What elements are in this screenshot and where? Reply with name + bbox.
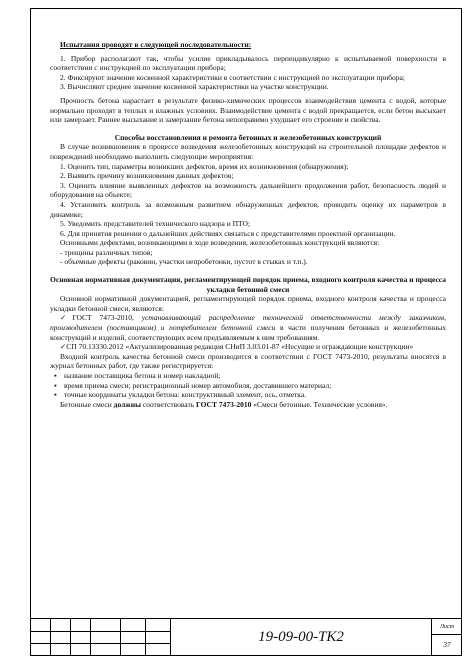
register-item-1: ▪ название поставщика бетона и номер накладной;: [50, 371, 446, 381]
sp-paragraph: ✓ СП 70.13330.2012 «Актуализированная редакция СНиП 3.03.01-87 «Несущие и ограждающие конструкции»: [50, 342, 446, 352]
strength-paragraph: Прочность бетона нарастает в результате физико-химических процессов взаимодействия цемента с водой, которые нормально проходят в теплых и влажных условиях. Взаимодействие цемента с водой прекращается, если бетон высыхает или замерзает. Раннее высыхание и замерзание бетона непоправимо ухудшает его строение и свойства.: [50, 95, 446, 125]
final-a: Бетонные смеси: [60, 399, 114, 409]
sheet-number: 37: [443, 641, 451, 649]
final-paragraph: [50, 400, 446, 410]
section3-heading: Основная нормативная документация, регламентирующей порядок приема, входного контроля качества и процесса укладки бетонной смеси: [50, 275, 446, 294]
measure-4: 4. Установить контроль за возможным развитием обнаруженных дефектов, проводить оценку их параметров в динамике;: [50, 199, 446, 219]
sheet-label: Лист: [432, 620, 462, 635]
measure-2: 2. Выявить причину возникновения данных дефектов;: [60, 171, 234, 181]
measure-5: 5. Уведомить представителей технического надзора и ПТО;: [60, 219, 250, 229]
defect-1: - трещины различных типов;: [60, 247, 153, 257]
step-2: 2. Фиксируют значение косвенной характеристики в соответствии с инструкцией по эксплуатации прибора;: [60, 72, 405, 82]
document-body: [50, 40, 446, 409]
title-block-grid: [30, 619, 170, 656]
final-e: «Смеси бетонные. Технические условия».: [251, 399, 388, 409]
gost-paragraph: [50, 313, 446, 342]
section2-intro: В случае возникновения в процессе возведения железобетонных конструкций на строительной площадке дефектов и повреждений необходимо выполнить следующие мероприятия:: [50, 142, 446, 161]
section3-intro: Основной нормативной документацией, регламентирующей порядок приема, входного контроля качества и процесса укладки бетонной смеси, являются:: [50, 294, 446, 313]
title-block: [30, 618, 462, 656]
register-item-2: ▪ время приема смеси; регистрационный номер автомобиля, доставившего материал;: [50, 381, 446, 391]
step-3: 3. Вычисляют среднее значение косвенной характеристики на участке конструкции.: [60, 82, 329, 92]
input-control-paragraph: Входной контроль качества бетонной смеси производится в соответствии с ГОСТ 7473-2010, результаты вносятся в журнал бетонных работ, где также регистрируется:: [50, 351, 446, 371]
gost-responsibility: устанавливающий распределение технической ответственности между заказчиком, производителем (поставщиком) и потребителем бетонной смеси: [50, 313, 446, 333]
measure-3: 3. Оценить влияние выявленных дефектов на возможность дальнейшего продолжения работ, безопасность людей и оборудования на объекте;: [50, 180, 446, 200]
step-1: 1. Прибор располагают так, чтобы усилие прикладывалось перпендикулярно к испытываемой поверхности в соответствии с инструкцией по эксплуатации прибора;: [50, 53, 446, 73]
final-c: соответствовать: [140, 399, 197, 409]
gost-suffix: в части получения бетонных и железобетонных конструкций и изделий, соответствующих всем предъявляемым к ним требованиям.: [50, 323, 447, 342]
defects-intro: Основными дефектами, возникающими в ходе возведения, железобетонных конструкций являются:: [60, 238, 380, 248]
document-code: 19-09-00-ТК2: [258, 629, 344, 645]
defect-2: - объемные дефекты (раковин, участки непробетонки, пустот в стыках и т.п.).: [60, 257, 308, 267]
gost-prefix: ГОСТ 7473-2010,: [72, 313, 142, 323]
final-must: должны: [113, 399, 141, 409]
sheet-box: [431, 619, 462, 656]
section1-heading: Испытания проводят в следующей последовательности:: [60, 40, 252, 49]
measure-6: 6. Для принятия решения о дальнейших действиях связаться с представителями проектной организации.: [60, 228, 396, 238]
register-item-3: ▪ точные координаты укладки бетона: конструктивный элемент, ось, отметка.: [50, 390, 446, 400]
section2-heading: Способы восстановления и ремонта бетонных и железобетонных конструкций: [114, 132, 382, 142]
final-gost: ГОСТ 7473-2010: [196, 399, 252, 409]
measure-1: 1. Оценить тип, параметры возникших дефектов, время их возникновения (обнаружения);: [60, 161, 349, 171]
